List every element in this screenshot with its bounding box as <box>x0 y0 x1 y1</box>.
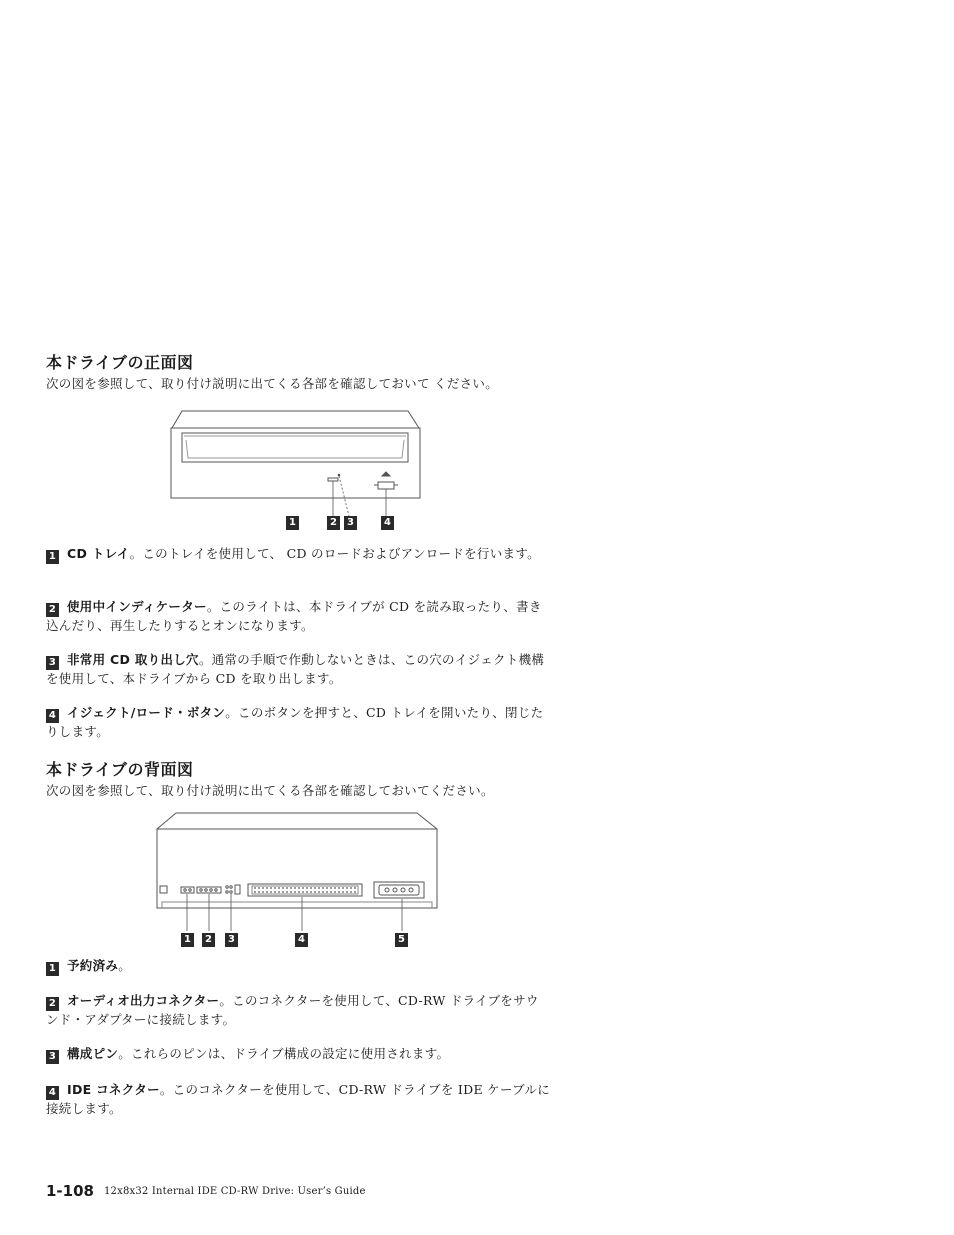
front-item-eject-load-button <box>46 704 551 741</box>
item-term: 予約済み <box>67 958 119 973</box>
back-item-audio-connector <box>46 992 551 1029</box>
item-description: 。通常の手順で作動しないときは、この穴のイジェクト機構を使用して、本ドライブから CD を取り出します。 <box>46 652 545 686</box>
back-view-heading: 本ドライブの背面図 <box>46 760 194 779</box>
back-item-config-pins <box>46 1045 551 1064</box>
item-number-badge: 2 <box>46 603 59 617</box>
item-term: イジェクト/ロード・ボタン <box>67 705 226 720</box>
item-description: 。このトレイを使用して、 CD のロードおよびアンロードを行います。 <box>129 546 540 561</box>
front-item-cd-tray <box>46 545 551 564</box>
front-item-busy-indicator <box>46 598 551 635</box>
document-title: 12x8x32 Internal IDE CD-RW Drive: User’s Guide <box>104 1186 366 1197</box>
item-number-badge: 2 <box>46 997 59 1011</box>
item-description: 。このボタンを押すと、CD トレイを開いたり、閉じたりします。 <box>46 705 544 739</box>
item-term: 非常用 CD 取り出し穴 <box>67 652 199 667</box>
item-description: 。これらのピンは、ドライブ構成の設定に使用されます。 <box>118 1046 450 1061</box>
back-callout-2: 2 <box>202 933 215 947</box>
item-number-badge: 4 <box>46 1086 59 1100</box>
item-description: 。このコネクターを使用して、CD-RW ドライブを IDE ケーブルに接続します。 <box>46 1082 551 1116</box>
item-description: 。このコネクターを使用して、CD-RW ドライブをサウンド・アダプターに接続します。 <box>46 993 539 1027</box>
back-item-reserved <box>46 957 551 976</box>
item-term: CD トレイ <box>67 546 130 561</box>
item-term: 使用中インディケーター <box>67 599 207 614</box>
front-view-heading: 本ドライブの正面図 <box>46 353 194 372</box>
item-number-badge: 1 <box>46 962 59 976</box>
front-callout-4: 4 <box>381 516 394 530</box>
item-number-badge: 4 <box>46 709 59 723</box>
item-number-badge: 3 <box>46 656 59 670</box>
item-description: 。 <box>118 958 132 973</box>
front-callout-1: 1 <box>286 516 299 530</box>
item-number-badge: 3 <box>46 1050 59 1064</box>
item-number-badge: 1 <box>46 550 59 564</box>
back-view-intro: 次の図を参照して、取り付け説明に出てくる各部を確認しておいてください。 <box>46 783 494 798</box>
front-item-emergency-eject-hole <box>46 651 551 688</box>
front-callout-3: 3 <box>344 516 357 530</box>
item-description: 。このライトは、本ドライブが CD を読み取ったり、書き込んだり、再生したりするとオンになります。 <box>46 599 542 633</box>
page-number: 1-108 <box>46 1182 94 1200</box>
back-callout-5: 5 <box>395 933 408 947</box>
front-view-intro: 次の図を参照して、取り付け説明に出てくる各部を確認しておいて ください。 <box>46 376 499 391</box>
front-view-drive-diagram <box>168 408 423 500</box>
front-callout-2: 2 <box>327 516 340 530</box>
back-callout-4: 4 <box>295 933 308 947</box>
back-callout-3: 3 <box>225 933 238 947</box>
back-view-drive-diagram <box>154 812 440 932</box>
item-term: IDE コネクター <box>67 1082 160 1097</box>
back-item-ide-connector <box>46 1081 551 1118</box>
item-term: 構成ピン <box>67 1046 119 1061</box>
back-callout-1: 1 <box>181 933 194 947</box>
item-term: オーディオ出力コネクター <box>67 993 220 1008</box>
